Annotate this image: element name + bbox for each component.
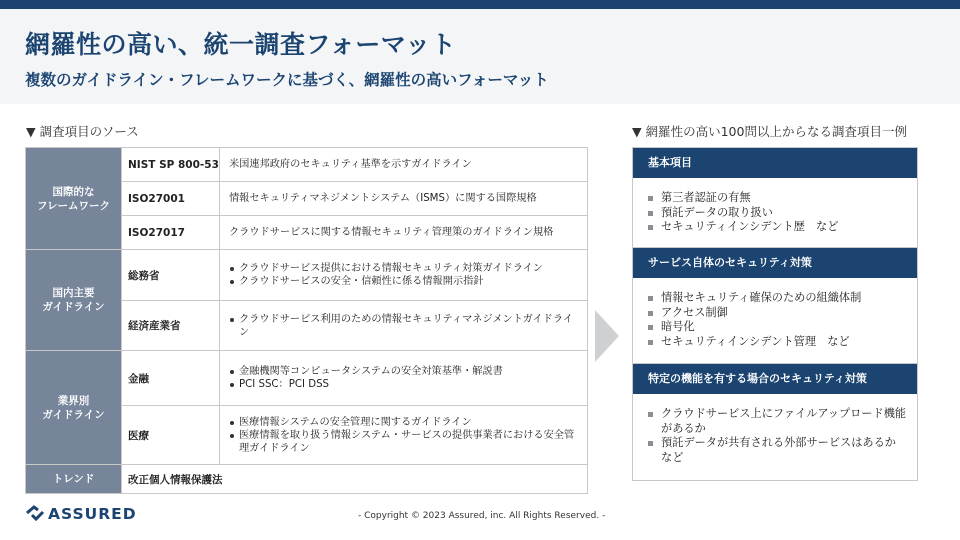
- example-card-specific-features: [632, 363, 918, 481]
- example-card-service-security: [632, 247, 918, 365]
- logo-text: ASSURED: [48, 505, 137, 523]
- source-desc: クラウドサービスに関する情報セキュリティ管理策のガイドライン規格: [220, 216, 588, 250]
- bullet-item: クラウドサービス提供における情報セキュリティ対策ガイドライン: [229, 262, 579, 275]
- copyright-text: - Copyright © 2023 Assured, inc. All Rights Reserved. -: [358, 511, 606, 521]
- bullet-item: 医療情報システムの安全管理に関するガイドライン: [229, 416, 579, 429]
- source-desc: [220, 406, 588, 465]
- source-desc: [220, 351, 588, 406]
- source-desc: [220, 301, 588, 351]
- table-row: [26, 351, 588, 406]
- table-row: [26, 148, 588, 182]
- source-name: 金融: [122, 351, 220, 406]
- source-name: 医療: [122, 406, 220, 465]
- list-item: 情報セキュリティ確保のための組織体制: [646, 291, 907, 306]
- category-trend: トレンド: [26, 465, 122, 494]
- list-item: クラウドサービス上にファイルアップロード機能があるか: [646, 407, 907, 436]
- list-item: 暗号化: [646, 320, 907, 335]
- table-row: [26, 465, 588, 494]
- list-item: アクセス制御: [646, 306, 907, 321]
- card-title: 特定の機能を有する場合のセキュリティ対策: [633, 364, 917, 394]
- source-desc: 情報セキュリティマネジメントシステム（ISMS）に関する国際規格: [220, 182, 588, 216]
- source-name: 総務省: [122, 250, 220, 301]
- source-name: 経済産業省: [122, 301, 220, 351]
- sources-heading: ▼ 調査項目のソース: [26, 124, 139, 139]
- top-accent-bar: [0, 0, 960, 9]
- source-name: NIST SP 800-53: [122, 148, 220, 182]
- bullet-item: 医療情報を取り扱う情報システム・サービスの提供事業者における安全管理ガイドライン: [229, 429, 579, 455]
- list-item: 預託データの取り扱い: [646, 206, 907, 221]
- assured-logo: [25, 505, 137, 523]
- page-header: [0, 9, 960, 104]
- examples-heading: ▼ 網羅性の高い100問以上からなる調査項目一例: [632, 124, 907, 139]
- list-item: 預託データが共有される外部サービスはあるか など: [646, 436, 907, 465]
- right-arrow-icon: [595, 310, 619, 362]
- source-desc: 米国連邦政府のセキュリティ基準を示すガイドライン: [220, 148, 588, 182]
- category-industry-guidelines: 業界別 ガイドライン: [26, 351, 122, 465]
- category-international-frameworks: 国際的な フレームワーク: [26, 148, 122, 250]
- list-item: セキュリティインシデント歴 など: [646, 220, 907, 235]
- sources-table: [25, 147, 588, 494]
- list-item: 第三者認証の有無: [646, 191, 907, 206]
- source-name: ISO27001: [122, 182, 220, 216]
- page-title: 網羅性の高い、統一調査フォーマット: [25, 30, 457, 59]
- card-title: 基本項目: [633, 148, 917, 178]
- table-row: [26, 250, 588, 301]
- bullet-item: PCI SSC：PCI DSS: [229, 378, 579, 391]
- example-card-basic: [632, 147, 918, 250]
- category-domestic-guidelines: 国内主要 ガイドライン: [26, 250, 122, 351]
- source-name: ISO27017: [122, 216, 220, 250]
- source-name: 改正個人情報保護法: [122, 465, 588, 494]
- card-title: サービス自体のセキュリティ対策: [633, 248, 917, 278]
- logo-mark-icon: [25, 505, 45, 523]
- bullet-item: クラウドサービス利用のための情報セキュリティマネジメントガイドライン: [229, 313, 579, 339]
- bullet-item: クラウドサービスの安全・信頼性に係る情報開示指針: [229, 275, 579, 288]
- source-desc: [220, 250, 588, 301]
- bullet-item: 金融機関等コンピュータシステムの安全対策基準・解説書: [229, 365, 579, 378]
- list-item: セキュリティインシデント管理 など: [646, 335, 907, 350]
- page-subtitle: 複数のガイドライン・フレームワークに基づく、網羅性の高いフォーマット: [25, 71, 549, 89]
